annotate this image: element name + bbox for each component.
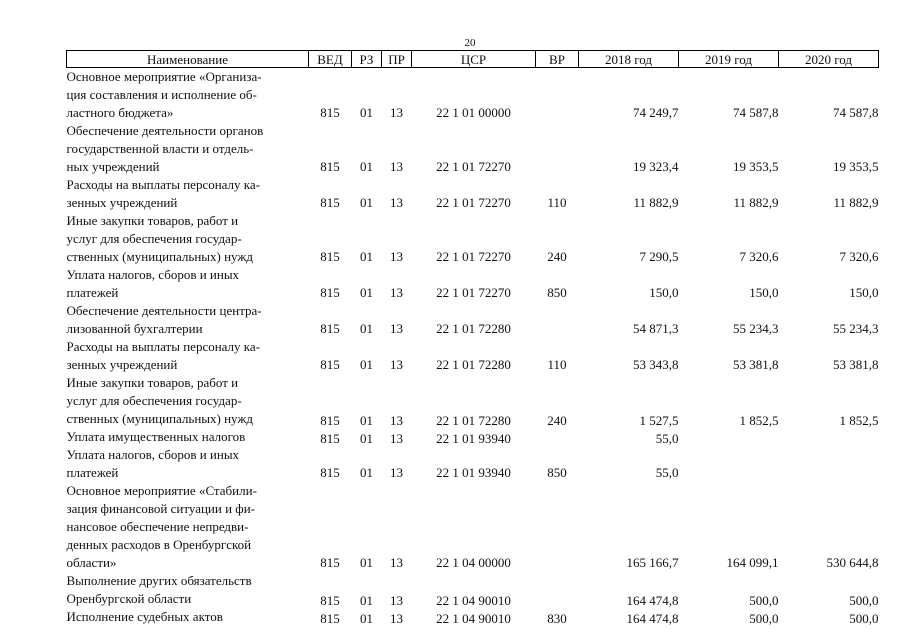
row-name-line: ных учреждений (66, 159, 160, 174)
cell-y2020: 53 381,8 (833, 357, 879, 372)
cell-pr: 13 (390, 593, 403, 608)
cell-ved: 815 (320, 593, 340, 608)
row-name-line: государственной власти и отдель- (66, 141, 254, 156)
cell-y2018: 164 474,8 (626, 593, 679, 608)
cell-vr: 240 (547, 249, 567, 264)
cell-y2020 (779, 428, 879, 446)
table-row (67, 68, 879, 123)
cell-csr: 22 1 04 90010 (436, 611, 511, 626)
cell-y2019 (679, 428, 779, 446)
cell-vr: 830 (547, 611, 567, 626)
row-name-line: ственных (муниципальных) нужд (66, 411, 253, 426)
cell-ved: 815 (320, 357, 340, 372)
cell-rz: 01 (360, 285, 373, 300)
table-row (67, 572, 879, 608)
cell-vr: 850 (547, 285, 567, 300)
cell-pr: 13 (390, 321, 403, 336)
cell-csr: 22 1 04 00000 (436, 555, 511, 570)
cell-ved: 815 (320, 195, 340, 210)
row-name-line: услуг для обеспечения государ- (66, 393, 242, 408)
cell-y2020: 500,0 (849, 611, 879, 626)
row-name-line: области» (66, 555, 117, 570)
cell-y2018: 55,0 (655, 465, 679, 480)
cell-y2018: 53 343,8 (633, 357, 679, 372)
cell-pr: 13 (390, 105, 403, 120)
cell-y2018: 54 871,3 (633, 321, 679, 336)
row-name (67, 608, 309, 626)
cell-y2019: 164 099,1 (726, 555, 779, 570)
cell-vr (536, 68, 579, 123)
cell-rz: 01 (360, 413, 373, 428)
row-name (67, 428, 309, 446)
row-name (67, 302, 309, 338)
row-name-line: Иные закупки товаров, работ и (66, 213, 239, 228)
cell-rz: 01 (360, 465, 373, 480)
cell-y2020: 11 882,9 (833, 195, 879, 210)
cell-ved: 815 (320, 159, 340, 174)
cell-y2020: 7 320,6 (839, 249, 879, 264)
row-name-line: Расходы на выплаты персоналу ка- (66, 339, 261, 354)
table-row (67, 266, 879, 302)
row-name-line: Уплата имущественных налогов (66, 429, 246, 444)
page-number: 20 (464, 37, 476, 49)
cell-y2020: 150,0 (849, 285, 879, 300)
row-name-line: Уплата налогов, сборов и иных (66, 447, 240, 462)
cell-csr: 22 1 01 72270 (436, 159, 511, 174)
row-name (67, 446, 309, 482)
cell-pr: 13 (390, 611, 403, 626)
cell-csr: 22 1 01 72270 (436, 285, 511, 300)
table-row (67, 608, 879, 626)
row-name-line: зация финансовой ситуации и фи- (66, 501, 256, 516)
cell-y2018: 7 290,5 (639, 249, 679, 264)
budget-table (66, 50, 879, 626)
cell-rz: 01 (360, 249, 373, 264)
cell-csr: 22 1 01 00000 (436, 105, 511, 120)
cell-y2018: 19 323,4 (633, 159, 679, 174)
row-name (67, 122, 309, 176)
cell-ved: 815 (320, 431, 340, 446)
cell-ved: 815 (320, 105, 340, 120)
cell-pr: 13 (390, 413, 403, 428)
cell-vr (536, 122, 579, 176)
cell-rz: 01 (360, 357, 373, 372)
cell-csr: 22 1 01 72280 (436, 321, 511, 336)
cell-pr: 13 (390, 159, 403, 174)
cell-y2018: 150,0 (649, 285, 679, 300)
cell-y2019: 1 852,5 (739, 413, 779, 428)
row-name-line: ция составления и исполнение об- (66, 87, 257, 102)
header-row (67, 51, 879, 68)
cell-y2019: 55 234,3 (733, 321, 779, 336)
cell-y2020 (779, 446, 879, 482)
table-row (67, 302, 879, 338)
cell-rz: 01 (360, 555, 373, 570)
cell-ved: 815 (320, 321, 340, 336)
row-name-line: Выполнение других обязательств (66, 573, 252, 588)
cell-vr (536, 302, 579, 338)
cell-csr: 22 1 01 72270 (436, 249, 511, 264)
cell-y2019: 500,0 (749, 611, 779, 626)
cell-vr: 110 (547, 357, 567, 372)
cell-y2020: 19 353,5 (833, 159, 879, 174)
row-name (67, 482, 309, 572)
cell-y2019: 74 587,8 (733, 105, 779, 120)
header-vr: ВР (536, 51, 579, 68)
cell-vr: 110 (547, 195, 567, 210)
header-2019: 2019 год (679, 51, 779, 68)
header-pr: ПР (382, 51, 412, 68)
cell-vr (536, 482, 579, 572)
row-name-line: ластного бюджета» (66, 105, 174, 120)
header-csr: ЦСР (412, 51, 536, 68)
table-body (67, 68, 879, 627)
row-name-line: Расходы на выплаты персоналу ка- (66, 177, 261, 192)
row-name (67, 374, 309, 428)
cell-csr: 22 1 01 72280 (436, 413, 511, 428)
cell-y2020: 500,0 (849, 593, 879, 608)
row-name-line: денных расходов в Оренбургской (66, 537, 252, 552)
row-name-line: платежей (66, 285, 119, 300)
row-name-line: зенных учреждений (66, 357, 178, 372)
row-name-line: Иные закупки товаров, работ и (66, 375, 239, 390)
table-row (67, 482, 879, 572)
row-name (67, 266, 309, 302)
cell-rz: 01 (360, 195, 373, 210)
cell-rz: 01 (360, 159, 373, 174)
cell-ved: 815 (320, 413, 340, 428)
cell-y2018: 165 166,7 (626, 555, 679, 570)
cell-rz: 01 (360, 321, 373, 336)
cell-y2020: 55 234,3 (833, 321, 879, 336)
row-name-line: платежей (66, 465, 119, 480)
row-name-line: лизованной бухгалтерии (66, 321, 203, 336)
row-name-line: Основное мероприятие «Стабили- (66, 483, 257, 498)
row-name-line: Обеспечение деятельности органов (66, 123, 264, 138)
cell-y2019 (679, 446, 779, 482)
row-name-line: Оренбургской области (66, 591, 192, 606)
cell-csr: 22 1 01 93940 (436, 465, 511, 480)
header-2020: 2020 год (779, 51, 879, 68)
row-name-line: услуг для обеспечения государ- (66, 231, 242, 246)
header-ved: ВЕД (309, 51, 352, 68)
cell-y2018: 164 474,8 (626, 611, 679, 626)
cell-y2020: 1 852,5 (839, 413, 879, 428)
table-row (67, 374, 879, 428)
cell-vr: 240 (547, 413, 567, 428)
cell-y2019: 7 320,6 (739, 249, 779, 264)
cell-vr (536, 428, 579, 446)
cell-ved: 815 (320, 285, 340, 300)
cell-ved: 815 (320, 249, 340, 264)
table-row (67, 176, 879, 212)
cell-csr: 22 1 04 90010 (436, 593, 511, 608)
header-2018: 2018 год (579, 51, 679, 68)
row-name (67, 68, 309, 123)
header-rz: РЗ (352, 51, 382, 68)
cell-rz: 01 (360, 611, 373, 626)
cell-y2020: 74 587,8 (833, 105, 879, 120)
table-row (67, 428, 879, 446)
cell-csr: 22 1 01 72270 (436, 195, 511, 210)
cell-ved: 815 (320, 611, 340, 626)
table-row (67, 122, 879, 176)
cell-pr: 13 (390, 285, 403, 300)
row-name-line: Уплата налогов, сборов и иных (66, 267, 240, 282)
table-row (67, 446, 879, 482)
row-name (67, 212, 309, 266)
row-name-line: ственных (муниципальных) нужд (66, 249, 253, 264)
row-name-line: зенных учреждений (66, 195, 178, 210)
cell-csr: 22 1 01 72280 (436, 357, 511, 372)
row-name-line: Основное мероприятие «Организа- (66, 69, 262, 84)
cell-y2020: 530 644,8 (826, 555, 879, 570)
cell-pr: 13 (390, 431, 403, 446)
cell-ved: 815 (320, 465, 340, 480)
cell-rz: 01 (360, 593, 373, 608)
cell-vr (536, 572, 579, 608)
header-name: Наименование (67, 51, 309, 68)
row-name (67, 338, 309, 374)
cell-csr: 22 1 01 93940 (436, 431, 511, 446)
cell-pr: 13 (390, 465, 403, 480)
cell-pr: 13 (390, 555, 403, 570)
cell-rz: 01 (360, 105, 373, 120)
cell-y2018: 74 249,7 (633, 105, 679, 120)
cell-y2019: 53 381,8 (733, 357, 779, 372)
row-name-line: Обеспечение деятельности центра- (66, 303, 262, 318)
cell-y2018: 55,0 (655, 431, 679, 446)
cell-rz: 01 (360, 431, 373, 446)
cell-y2019: 500,0 (749, 593, 779, 608)
row-name (67, 572, 309, 608)
table-row (67, 338, 879, 374)
cell-pr: 13 (390, 249, 403, 264)
row-name-line: Исполнение судебных актов (66, 609, 223, 624)
cell-pr: 13 (390, 357, 403, 372)
cell-ved: 815 (320, 555, 340, 570)
table-row (67, 212, 879, 266)
cell-y2018: 11 882,9 (633, 195, 679, 210)
row-name-line: нансовое обеспечение непредви- (66, 519, 249, 534)
cell-y2018: 1 527,5 (639, 413, 679, 428)
cell-y2019: 19 353,5 (733, 159, 779, 174)
cell-pr: 13 (390, 195, 403, 210)
cell-y2019: 11 882,9 (733, 195, 779, 210)
cell-vr: 850 (547, 465, 567, 480)
cell-y2019: 150,0 (749, 285, 779, 300)
row-name (67, 176, 309, 212)
